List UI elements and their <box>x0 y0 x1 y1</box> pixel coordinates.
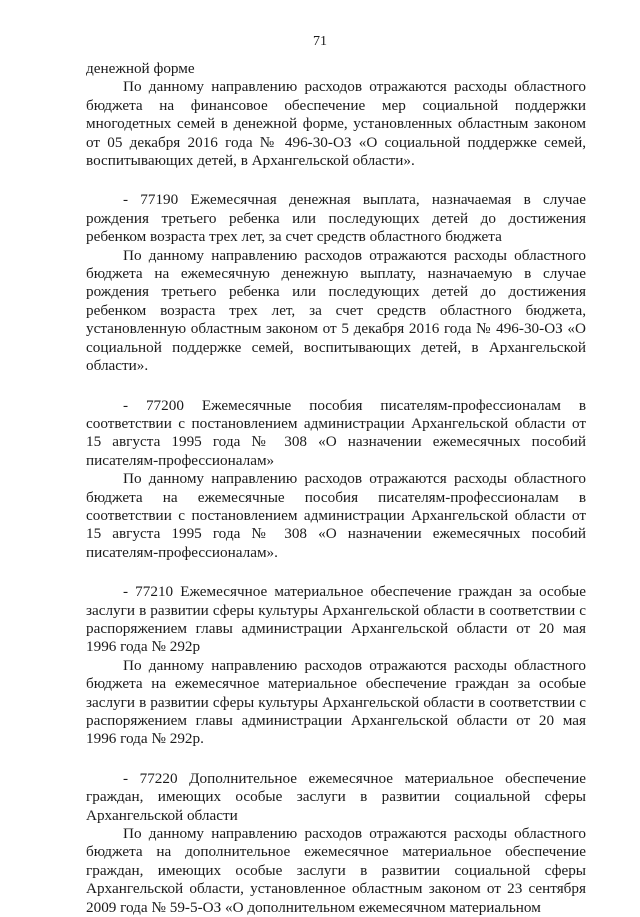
paragraph-description: По данному направлению расходов отражаются расходы областного бюджета на финансовое обеспечение мер социальной поддержки многодетных семей в денежной форме, установленных областным законом от 05 декабря 2016 года № 496-30-ОЗ «О социальной поддержке семей, воспитывающих детей, в Архангельской области». <box>86 78 586 170</box>
paragraph-continuation: денежной форме <box>86 60 195 77</box>
paragraph-description: По данному направлению расходов отражаются расходы областного бюджета на ежемесячное материальное обеспечение граждан за особые заслуги в развитии сферы культуры Архангельской области в соответствии с распоряжением главы администрации Архангельской области от 20 мая 1996 года № 292р. <box>86 656 586 748</box>
section-heading-77200: - 77200 Ежемесячные пособия писателям-профессионалам в соответствии с постановлением администрации Архангельской области от 15 августа 1995 года № 308 «О назначении ежемесячных пособий писателям-профессионалам» <box>86 396 586 469</box>
section-heading-77210: - 77210 Ежемесячное материальное обеспечение граждан за особые заслуги в развитии сферы культуры Архангельской области в соответствии с распоряжением главы администрации Архангельской области от 20 мая 1996 года № 292р <box>86 583 586 656</box>
document-body <box>86 60 586 917</box>
section-heading-77220: - 77220 Дополнительное ежемесячное материальное обеспечение граждан, имеющих особые заслуги в развитии социальной сферы Архангельской области <box>86 769 586 824</box>
paragraph-description: По данному направлению расходов отражаются расходы областного бюджета на ежемесячную денежную выплату, назначаемую в случае рождения третьего ребенка или последующих детей до достижения ребенком возраста трех лет, за счет средств областного бюджета, установленную областным законом от 5 декабря 2016 года № 496-30-ОЗ «О социальной поддержке семей, воспитывающих детей, в Архангельской области». <box>86 246 586 375</box>
section-heading-77190: - 77190 Ежемесячная денежная выплата, назначаемая в случае рождения третьего ребенка или последующих детей до достижения ребенком возраста трех лет, за счет средств областного бюджета <box>86 191 586 246</box>
paragraph-description: По данному направлению расходов отражаются расходы областного бюджета на дополнительное ежемесячное материальное обеспечение граждан, имеющих особые заслуги в развитии социальной сферы Архангельской области, установленное областным законом от 23 сентября 2009 года № 59-5-ОЗ «О дополнительном ежемесячном материальном <box>86 825 586 916</box>
paragraph-description: По данному направлению расходов отражаются расходы областного бюджета на ежемесячные пособия писателям-профессионалам в соответствии с постановлением администрации Архангельской области от 15 августа 1995 года № 308 «О назначении ежемесячных пособий писателям-профессионалам». <box>86 470 586 561</box>
page-number: 71 <box>313 34 327 49</box>
